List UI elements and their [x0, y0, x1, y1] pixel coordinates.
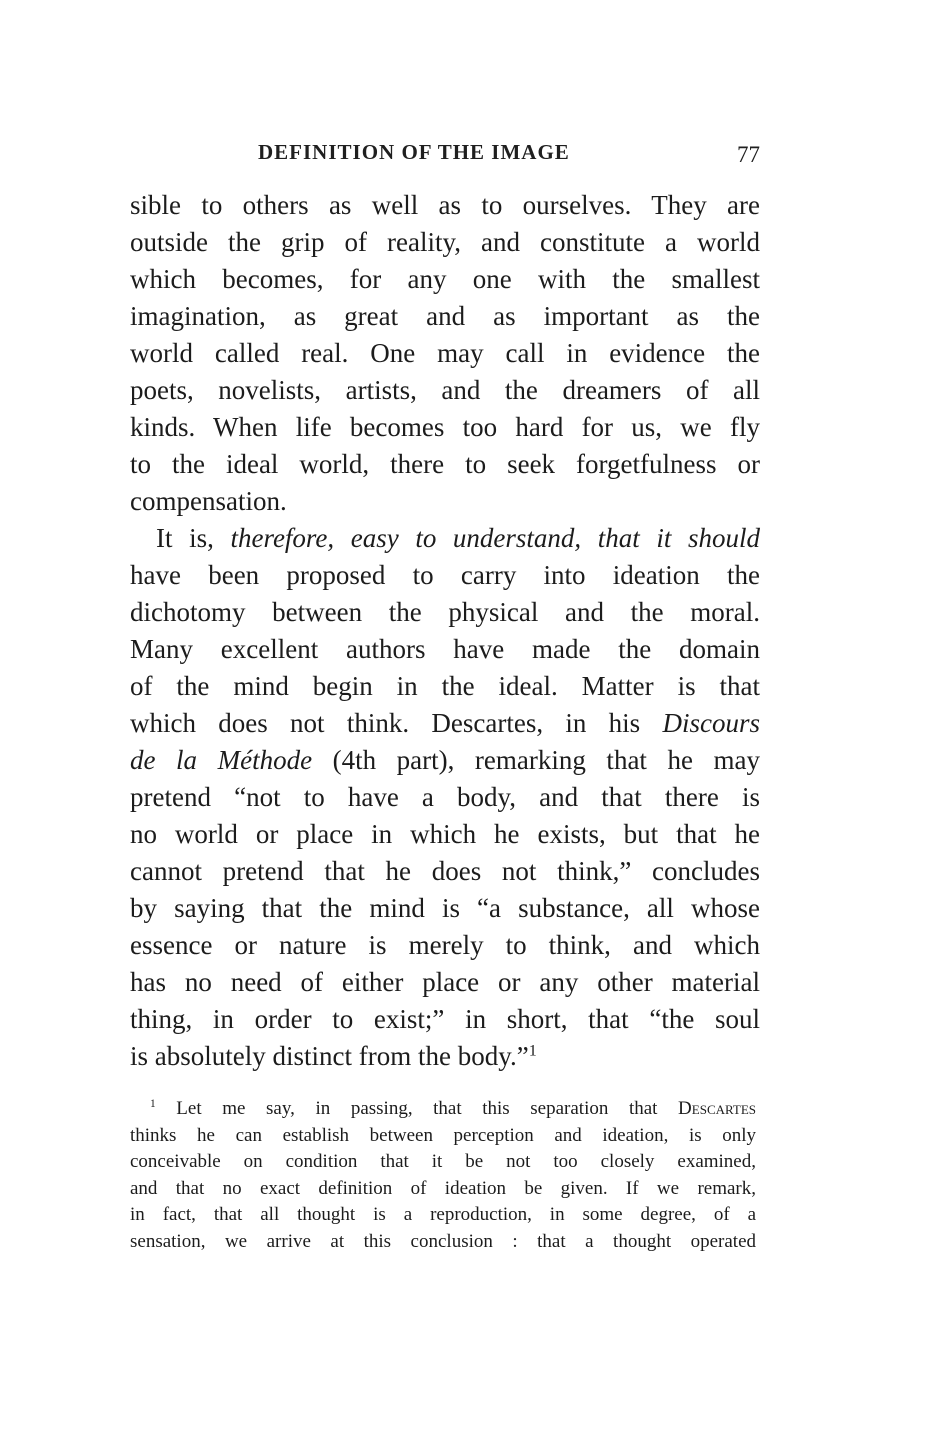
text-line: thing, in order to exist;” in short, that “the soul — [130, 1004, 760, 1034]
paragraph-continued — [130, 187, 760, 520]
page-number: 77 — [737, 142, 760, 167]
book-title-italic: de la Méthode — [130, 745, 313, 775]
footnote-line: thinks he can establish between perception and ideation, is only — [130, 1124, 756, 1146]
text-run: Let me say, in passing, that this separation that — [155, 1098, 679, 1119]
text-line: world called real. One may call in evidence the — [130, 338, 760, 368]
running-head — [130, 140, 760, 168]
text-line: no world or place in which he exists, but that he — [130, 819, 760, 849]
text-line: imagination, as great and as important as the — [130, 301, 760, 331]
footnote-line: conceivable on condition that it be not too closely examined, — [130, 1151, 756, 1173]
text-run: It is, — [156, 523, 231, 553]
text-line: outside the grip of reality, and constitute a world — [130, 227, 760, 257]
text-line: has no need of either place or any other material — [130, 967, 760, 997]
footnote — [130, 1096, 756, 1256]
text-line: compensation. — [130, 486, 287, 516]
text-line — [130, 742, 760, 779]
text-line: have been proposed to carry into ideation the — [130, 560, 760, 590]
text-line: dichotomy between the physical and the moral. — [130, 597, 760, 627]
text-line: sible to others as well as to ourselves. They are — [130, 190, 760, 220]
footnote-line: sensation, we arrive at this conclusion : that a thought operated — [130, 1230, 756, 1252]
text-run: is absolutely distinct from the body.” — [130, 1041, 529, 1071]
text-run: which does not think. Descartes, in his — [130, 708, 663, 738]
body-text — [130, 187, 760, 1075]
italic-text: therefore, easy to understand, that it should — [230, 523, 760, 553]
text-run: (4th part), remarking that he may — [312, 745, 760, 775]
text-line: kinds. When life becomes too hard for us, we fly — [130, 412, 760, 442]
footnote-line: and that no exact definition of ideation be given. If we remark, — [130, 1177, 756, 1199]
book-title-italic: Discours — [662, 708, 760, 738]
text-line: to the ideal world, there to seek forgetfulness or — [130, 449, 760, 479]
text-line: pretend “not to have a body, and that there is — [130, 782, 760, 812]
paragraph — [130, 520, 760, 1075]
text-line — [130, 705, 760, 742]
chapter-title: DEFINITION OF THE IMAGE — [258, 140, 570, 164]
text-line: essence or nature is merely to think, and which — [130, 930, 760, 960]
text-line: which becomes, for any one with the smallest — [130, 264, 760, 294]
text-line — [130, 1038, 760, 1075]
text-line: Many excellent authors have made the domain — [130, 634, 760, 664]
footnote-marker: 1 — [150, 1098, 156, 1111]
footnote-line: in fact, that all thought is a reproduction, in some degree, of a — [130, 1204, 756, 1226]
footnote-line — [130, 1096, 756, 1123]
text-line: by saying that the mind is “a substance, all whose — [130, 893, 760, 923]
text-line: poets, novelists, artists, and the dreamers of all — [130, 375, 760, 405]
text-line — [130, 520, 760, 557]
text-line: of the mind begin in the ideal. Matter is that — [130, 671, 760, 701]
text-line: cannot pretend that he does not think,” concludes — [130, 856, 760, 886]
footnote-reference[interactable]: 1 — [528, 1041, 537, 1060]
author-name-small-caps: Descartes — [678, 1098, 756, 1119]
